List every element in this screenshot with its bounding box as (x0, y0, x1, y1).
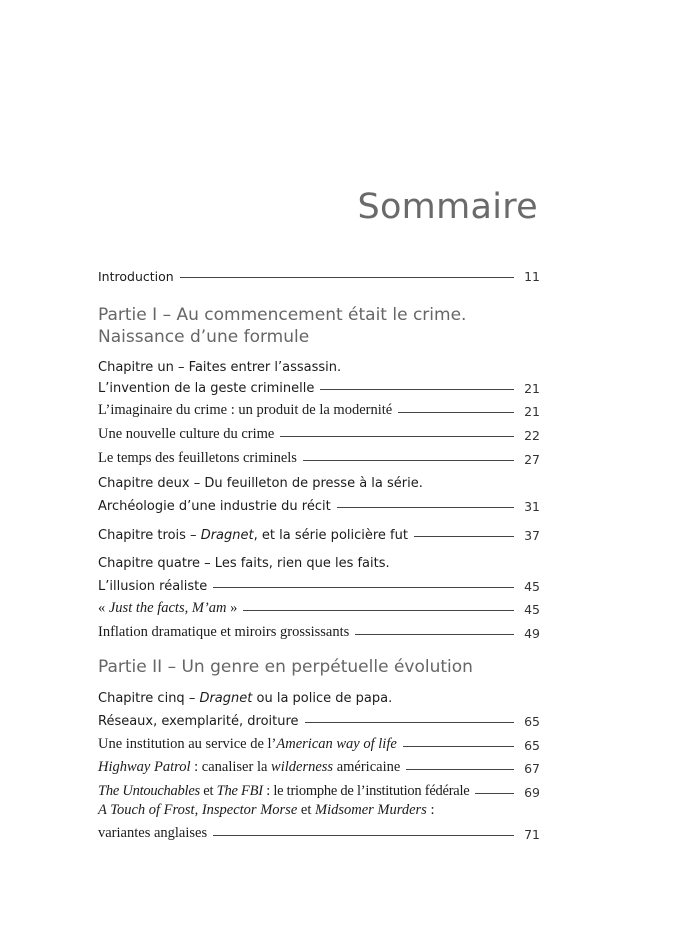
section-text: : (426, 802, 435, 818)
chapter-suffix: ou la police de papa. (252, 691, 393, 706)
chapter-title-line: Réseaux, exemplarité, droiture (98, 714, 299, 729)
section-italic-title: wilderness (271, 759, 334, 775)
quote-close: » (226, 600, 238, 616)
page-number: 49 (524, 626, 540, 641)
section-label: L’imaginaire du crime : un produit de la modernité (98, 402, 393, 418)
page-number: 45 (524, 602, 540, 617)
dot-leader (303, 460, 514, 461)
chapter-suffix: , et la série policière fut (253, 528, 408, 543)
part-heading-1[interactable] (98, 304, 540, 348)
chapter-italic-title: Dragnet (199, 691, 253, 706)
section-label (98, 736, 397, 753)
section-italic-title: Highway Patrol (98, 759, 191, 775)
section-text: et (297, 802, 315, 818)
section-text: américaine (333, 759, 401, 775)
section-text: : le triomphe de l’institution fédérale (262, 783, 470, 799)
toc-entry-label: Introduction (98, 269, 174, 284)
chapter-prefix: Chapitre trois – (98, 528, 201, 543)
dot-leader (406, 769, 514, 770)
section-italic-title: The Untouchables (98, 783, 200, 799)
section-text: et (199, 783, 217, 799)
dot-leader (337, 507, 514, 508)
page-number: 45 (524, 579, 540, 594)
chapter-title-line: Chapitre un – Faites entrer l’assassin. (98, 360, 342, 375)
section-label (98, 759, 400, 776)
dot-leader (403, 746, 514, 747)
page-number: 22 (524, 428, 540, 443)
quote-open: « (98, 600, 109, 616)
page-number: 27 (524, 452, 540, 467)
dot-leader (355, 634, 514, 635)
section-label: variantes anglaises (98, 825, 208, 841)
section-label (98, 783, 469, 800)
chapter-title-line: L’illusion réaliste (98, 579, 208, 594)
dot-leader (305, 722, 514, 723)
section-italic-title: Midsomer Murders (314, 802, 427, 818)
dot-leader (180, 277, 514, 278)
chapter-prefix: Chapitre cinq – (98, 691, 200, 706)
section-text: , (194, 802, 202, 818)
dot-leader (243, 610, 514, 611)
page-number: 37 (524, 528, 540, 543)
section-prefix: Une institution au service de l’ (98, 736, 277, 752)
page-number: 11 (524, 269, 540, 284)
page-number: 21 (524, 404, 540, 419)
section-label: Une nouvelle culture du crime (98, 426, 275, 442)
page-number: 65 (524, 714, 540, 729)
part-title-line: Partie I – Au commencement était le crime. (98, 305, 467, 325)
chapter-title-line (98, 528, 408, 543)
dot-leader (213, 587, 514, 588)
section-label (98, 802, 434, 819)
page-number: 31 (524, 499, 540, 514)
section-label: Inflation dramatique et miroirs grossissants (98, 624, 350, 640)
page-number: 71 (524, 827, 540, 842)
chapter-title-line: Chapitre deux – Du feuilleton de presse à la série. (98, 476, 423, 491)
dot-leader (414, 536, 514, 537)
chapter-title-line: L’invention de la geste criminelle (98, 381, 315, 396)
section-italic-title: Inspector Morse (201, 802, 298, 818)
chapter-title-line: Chapitre quatre – Les faits, rien que les faits. (98, 556, 390, 571)
section-italic-title: American way of life (276, 736, 397, 752)
section-label: Le temps des feuilletons criminels (98, 450, 297, 466)
section-italic-title: The FBI (216, 783, 263, 799)
section-text: : canaliser la (190, 759, 272, 775)
dot-leader (475, 793, 514, 794)
dot-leader (280, 436, 514, 437)
section-italic-title: A Touch of Frost (98, 802, 195, 818)
part-title-line: Naissance d’une formule (98, 327, 310, 347)
page-title: Sommaire (357, 187, 538, 227)
chapter-title-line (98, 691, 392, 706)
part-heading-2[interactable] (98, 656, 540, 678)
section-italic-title: Just the facts, M’am (108, 600, 227, 616)
page-number: 65 (524, 738, 540, 753)
dot-leader (213, 835, 514, 836)
section-label (98, 600, 237, 617)
chapter-italic-title: Dragnet (200, 528, 254, 543)
part-title-line: Partie II – Un genre en perpétuelle évolution (98, 657, 473, 677)
dot-leader (320, 389, 514, 390)
page-number: 21 (524, 381, 540, 396)
page-number: 67 (524, 761, 540, 776)
dot-leader (398, 412, 514, 413)
page-number: 69 (524, 785, 540, 800)
chapter-title-line: Archéologie d’une industrie du récit (98, 499, 331, 514)
